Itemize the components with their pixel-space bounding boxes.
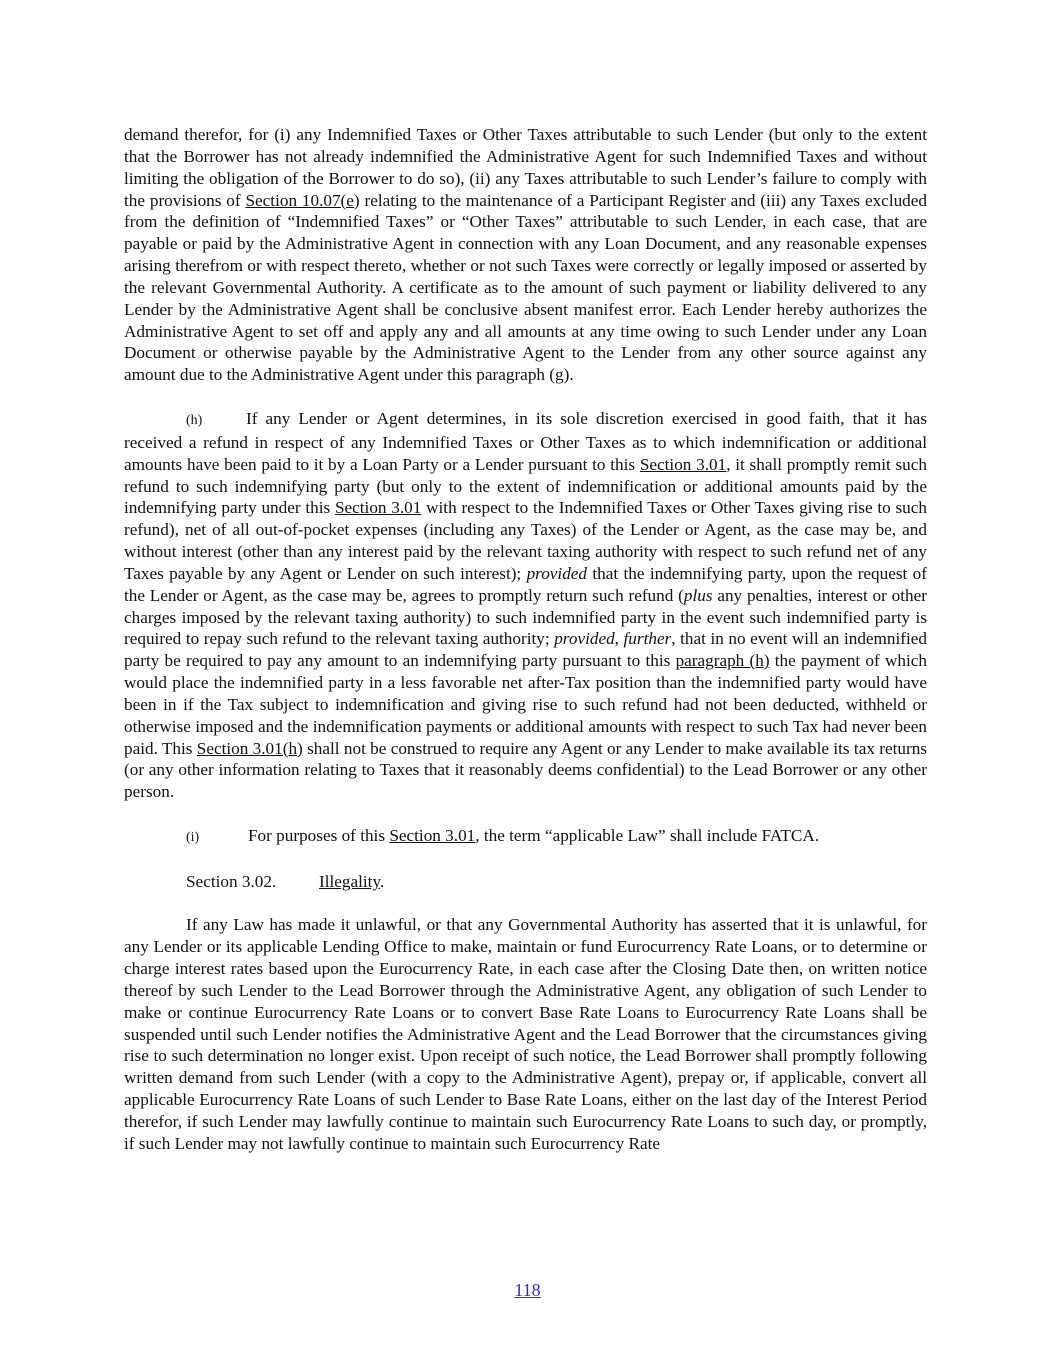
paragraph-h	[124, 408, 927, 803]
paragraph-h-text: that the indemnifying party, upon the request of the Lender or Agent, as the case may be, agrees to promptly return such refund (	[124, 563, 927, 605]
paragraph-h-text: the payment of which would place the indemnified party in a less favorable net after-Tax position than the indemnified party would have been in if the Tax subject to indemnification and giving rise to such refund had not been deducted, withheld or otherwise imposed and the indemnification payments or additional amounts with respect to such Tax had never been paid. This	[124, 651, 927, 758]
paragraph-h-text: , it shall promptly remit such refund to such indemnifying party (but only to the extent of indemnification or additional amounts paid by the indemnifying party under this	[124, 454, 928, 518]
paragraph-i	[124, 825, 927, 849]
paragraph-h-text: any penalties, interest or other charges imposed by the relevant taxing authority) to such indemnified party in the event such indemnified party is required to repay such refund to the relevant taxing authority;	[124, 585, 927, 649]
paragraph-h-text: shall not be construed to require any Agent or any Lender to make available its tax returns (or any other information relating to Taxes that it reasonably deems confidential) to the Lead Borrower or any other person.	[124, 738, 927, 802]
section-reference-link: Section 3.01(h)	[196, 738, 303, 758]
section-heading	[124, 871, 927, 893]
italic-term: plus	[683, 585, 713, 605]
section-3-02-body: If any Law has made it unlawful, or that any Governmental Authority has asserted that it is unlawful, for any Lender or its applicable Lending Office to make, maintain or fund Eurocurrency Rate Loans, or to determine or charge interest rates based upon the Eurocurrency Rate, in each case after the Closing Date then, on written notice thereof by such Lender to the Lead Borrower through the Administrative Agent, any obligation of such Lender to make or continue Eurocurrency Rate Loans or to convert Base Rate Loans to Eurocurrency Rate Loans shall be suspended until such Lender notifies the Administrative Agent and the Lead Borrower that the circumstances giving rise to such determination no longer exist. Upon receipt of such notice, the Lead Borrower shall promptly following written demand from such Lender (with a copy to the Administrative Agent), prepay or, if applicable, convert all applicable Eurocurrency Rate Loans of such Lender to Base Rate Loans, either on the last day of the Interest Period therefor, if such Lender may lawfully continue to maintain such Eurocurrency Rate Loans to such day, or promptly, if such Lender may not lawfully continue to maintain such Eurocurrency Rate	[124, 915, 927, 1153]
italic-term: further	[623, 629, 672, 649]
paragraph-g-text: demand therefor, for (i) any Indemnified Taxes or Other Taxes attributable to such Lender (but only to the extent that the Borrower has not already indemnified the Administrative Agent for such Indemnified Taxes and without limiting the obligation of the Borrower to do so), (ii) any Taxes attributable to such Lender’s failure to comply with the provisions of	[124, 125, 927, 210]
paragraph-h-text: If any Lender or Agent determines, in its sole discretion exercised in good faith, that it has received a refund in respect of any Indemnified Taxes or Other Taxes as to which indemnification or additional amounts have been paid to it by a Loan Party or a Lender pursuant to this	[124, 408, 927, 474]
italic-term: provided	[526, 563, 588, 583]
paragraph-i-text: For purposes of this	[248, 826, 390, 845]
section-reference-link: Section 3.01	[389, 826, 476, 845]
page-number[interactable]: 118	[514, 1280, 541, 1300]
paragraph-i-text: , the term “applicable Law” shall include FATCA.	[475, 826, 820, 845]
paragraph-marker: (h)	[186, 412, 203, 428]
paragraph-g-text: relating to the maintenance of a Participant Register and (iii) any Taxes excluded from the definition of “Indemnified Taxes” or “Other Taxes” attributable to such Lender, in each case, that are payable or paid by the Administrative Agent in connection with any Loan Document, and any reasonable expenses arising therefrom or with respect thereto, whether or not such Taxes were correctly or legally imposed or asserted by the relevant Governmental Authority. A certificate as to the amount of such payment or liability delivered to any Lender by the Administrative Agent shall be conclusive absent manifest error. Each Lender hereby authorizes the Administrative Agent to set off and apply any and all amounts at any time owing to such Lender under any Loan Document or otherwise payable by the Administrative Agent to the Lender from any other source against any amount due to the Administrative Agent under this paragraph (g).	[124, 190, 927, 385]
italic-term: provided	[554, 629, 615, 649]
section-title: Illegality	[319, 871, 380, 891]
paragraph-h-text: ,	[614, 629, 624, 649]
paragraph-h-text: , that in no event will an indemnified party be required to pay any amount to an indemnifying party pursuant to this	[124, 629, 928, 671]
section-number: Section 3.02.	[186, 871, 277, 891]
section-reference-link: Section 3.01	[639, 454, 727, 474]
section-title-suffix: .	[379, 871, 385, 891]
paragraph-h-text: with respect to the Indemnified Taxes or Other Taxes giving rise to such refund), net of all out-of-pocket expenses (including any Taxes) of the Lender or Agent, as the case may be, and without interest (other than any interest paid by the relevant taxing authority with respect to such refund net of any Taxes payable by any Agent or Lender on such interest);	[124, 498, 927, 583]
document-page	[124, 124, 927, 1155]
paragraph-marker: (i)	[186, 830, 200, 845]
paragraph-g	[124, 124, 927, 386]
section-reference-link: Section 3.01	[334, 498, 422, 518]
section-reference-link: paragraph (h)	[675, 651, 770, 671]
section-reference-link: Section 10.07(e)	[245, 190, 360, 210]
